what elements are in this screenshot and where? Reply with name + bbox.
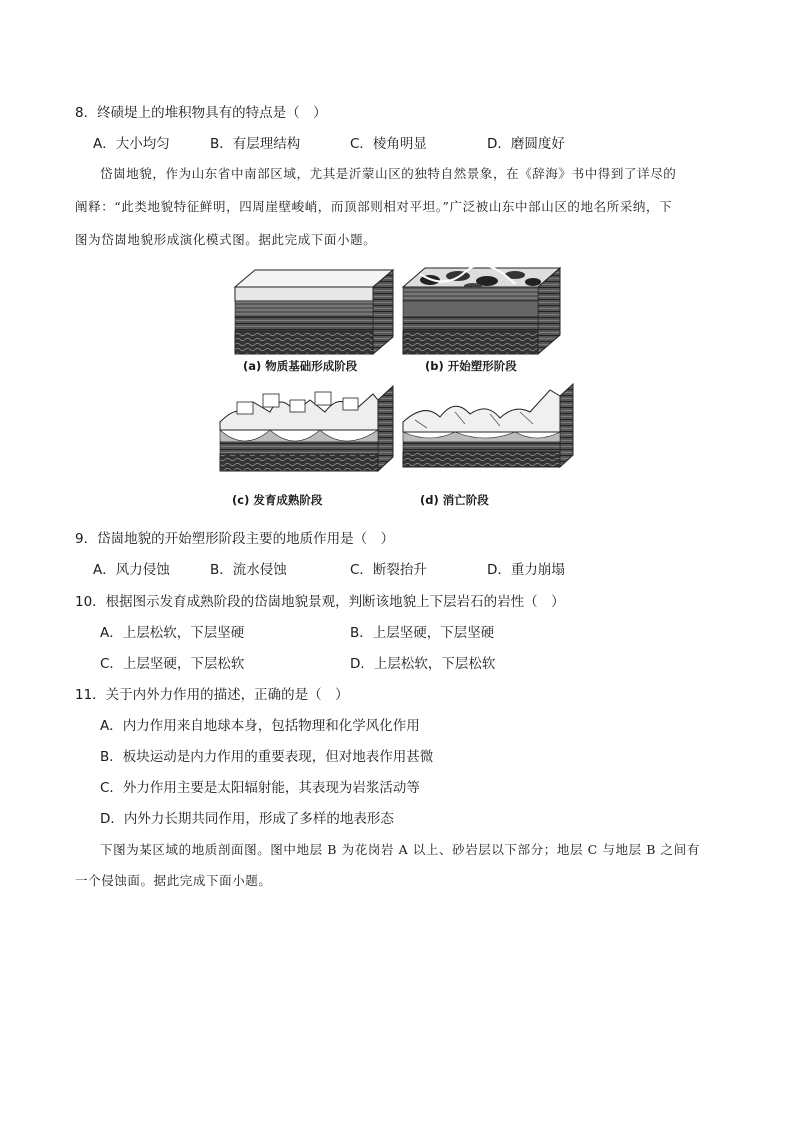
diagram-d	[403, 384, 573, 467]
q8-stem: 8．终碛堤上的堆积物具有的特点是（ ）	[75, 105, 327, 121]
q8-option-a: A．大小均匀	[93, 136, 170, 152]
passage2-line-2: 一个侵蚀面。据此完成下面小题。	[75, 873, 272, 888]
q10-option-c: C．上层坚硬，下层松软	[100, 656, 245, 672]
q9-stem: 9．岱崮地貌的开始塑形阶段主要的地质作用是（ ）	[75, 531, 395, 547]
q8-option-b: B．有层理结构	[210, 136, 301, 152]
caption-d: (d) 消亡阶段	[420, 493, 489, 507]
q8-option-d: D．磨圆度好	[487, 136, 565, 152]
caption-b: (b) 开始塑形阶段	[425, 359, 517, 373]
q9-option-a: A．风力侵蚀	[93, 562, 170, 578]
q11-option-d: D．内外力长期共同作用，形成了多样的地表形态	[100, 811, 394, 827]
q11-option-a: A．内力作用来自地球本身，包括物理和化学风化作用	[100, 718, 420, 734]
q9-option-d: D．重力崩塌	[487, 562, 565, 578]
landform-diagram-svg	[215, 262, 575, 512]
diagram-a	[235, 270, 393, 354]
q11-option-c: C．外力作用主要是太阳辐射能，其表现为岩浆活动等	[100, 780, 420, 796]
passage1-line-2: 阐释：“此类地貌特征鲜明，四周崖壁峻峭，而顶部则相对平坦。”广泛被山东中部山区的地名所采纳，下	[75, 199, 673, 214]
q10-option-d: D．上层松软，下层松软	[350, 656, 496, 672]
diagram-b	[403, 265, 560, 354]
q9-option-c: C．断裂抬升	[350, 562, 427, 578]
q11-option-b: B．板块运动是内力作用的重要表现，但对地表作用甚微	[100, 749, 434, 765]
q9-option-b: B．流水侵蚀	[210, 562, 287, 578]
passage2-line-1: 下图为某区域的地质剖面图。图中地层 B 为花岗岩 A 以上、砂岩层以下部分；地层 C 与地层 B 之间有	[100, 842, 700, 857]
q10-option-a: A．上层松软，下层坚硬	[100, 625, 245, 641]
caption-c: (c) 发育成熟阶段	[232, 493, 323, 507]
passage1-line-3: 图为岱崮地貌形成演化模式图。据此完成下面小题。	[75, 232, 377, 247]
caption-a: (a) 物质基础形成阶段	[243, 359, 358, 373]
passage1-line-1: 岱崮地貌，作为山东省中南部区域，尤其是沂蒙山区的独特自然景象，在《辞海》书中得到了详尽的	[100, 166, 677, 181]
landform-evolution-figure	[215, 262, 575, 512]
q10-option-b: B．上层坚硬，下层坚硬	[350, 625, 495, 641]
diagram-c	[220, 386, 393, 471]
q8-option-c: C．棱角明显	[350, 136, 427, 152]
q11-stem: 11．关于内外力作用的描述，正确的是（ ）	[75, 687, 349, 703]
q10-stem: 10．根据图示发育成熟阶段的岱崮地貌景观，判断该地貌上下层岩石的岩性（ ）	[75, 594, 565, 610]
